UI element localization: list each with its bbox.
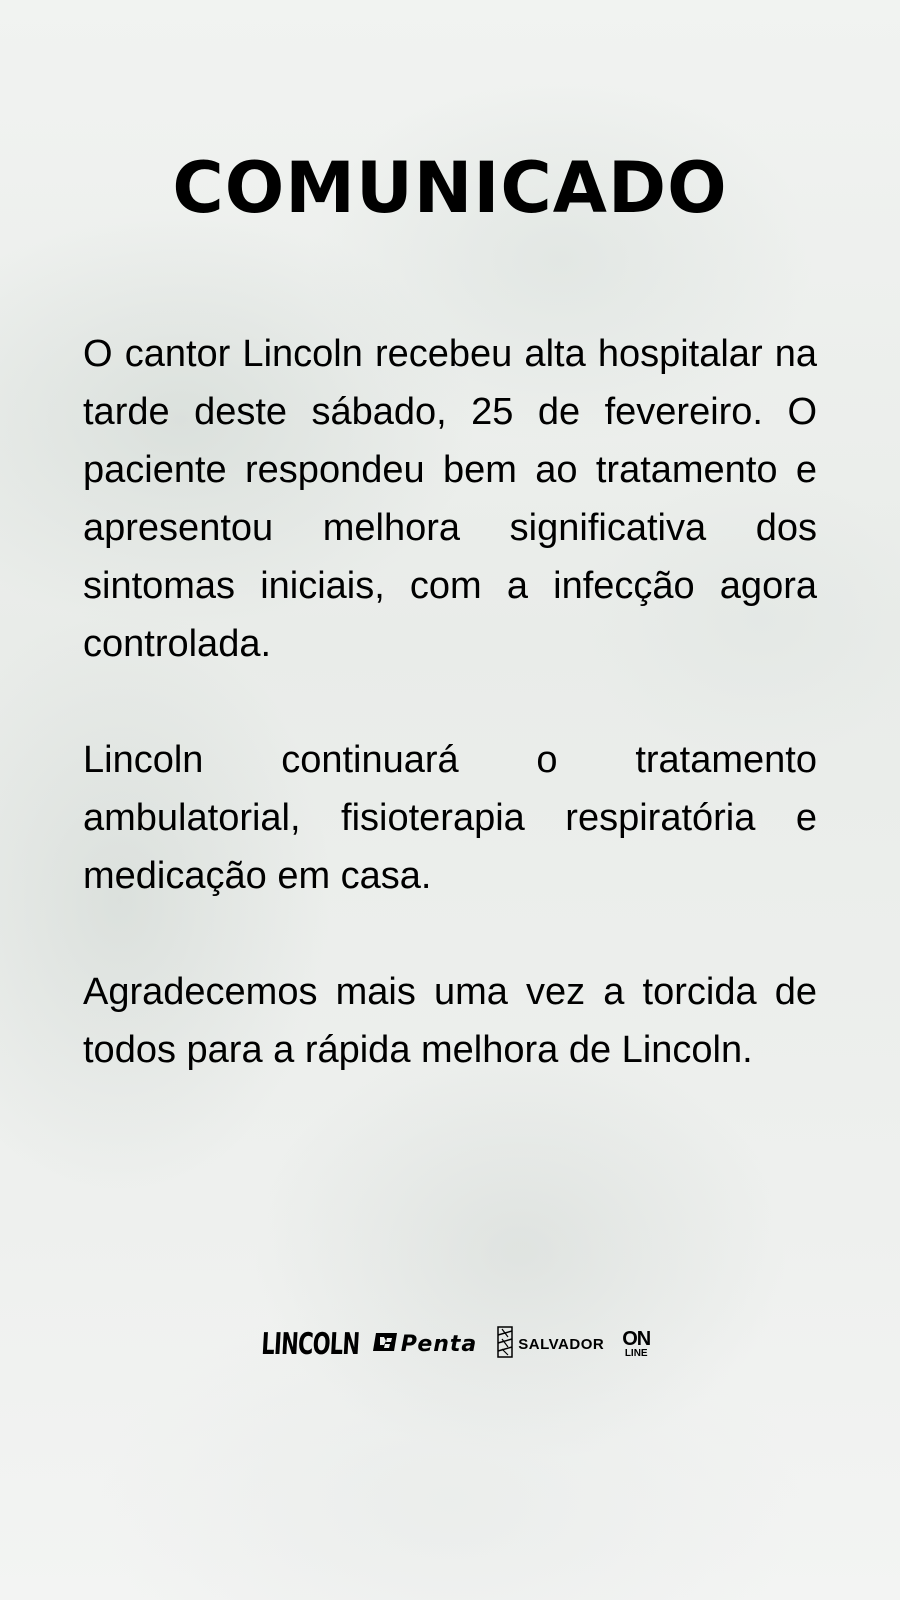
sponsor-logos [0,1322,900,1366]
penta-logo-icon [372,1332,398,1357]
page-title: COMUNICADO [172,147,728,229]
paragraph-discharge: O cantor Lincoln recebeu alta hospitalar na tarde deste sábado, 25 de fevereiro. O paciente respondeu bem ao tratamento e apresentou melhora significativa dos sintomas iniciais, com a infecção agora controlada. [83,333,817,665]
announcement-body [83,325,817,1137]
online-logo [622,1329,650,1359]
salvador-logo-icon [495,1325,515,1364]
online-logo-top: ON [622,1328,651,1350]
online-logo-bottom: LINE [624,1348,648,1359]
lincoln-logo: LINCOLN [260,1326,360,1362]
penta-logo-text: Penta [400,1331,478,1357]
paragraph-treatment: Lincoln continuará o tratamento ambulatorial, fisioterapia respiratória e medicação em casa. [83,739,817,897]
salvador-logo-text: SALVADOR [518,1335,605,1353]
penta-logo [372,1332,477,1357]
salvador-logo [495,1325,604,1364]
paragraph-thanks: Agradecemos mais uma vez a torcida de todos para a rápida melhora de Lincoln. [83,971,817,1071]
